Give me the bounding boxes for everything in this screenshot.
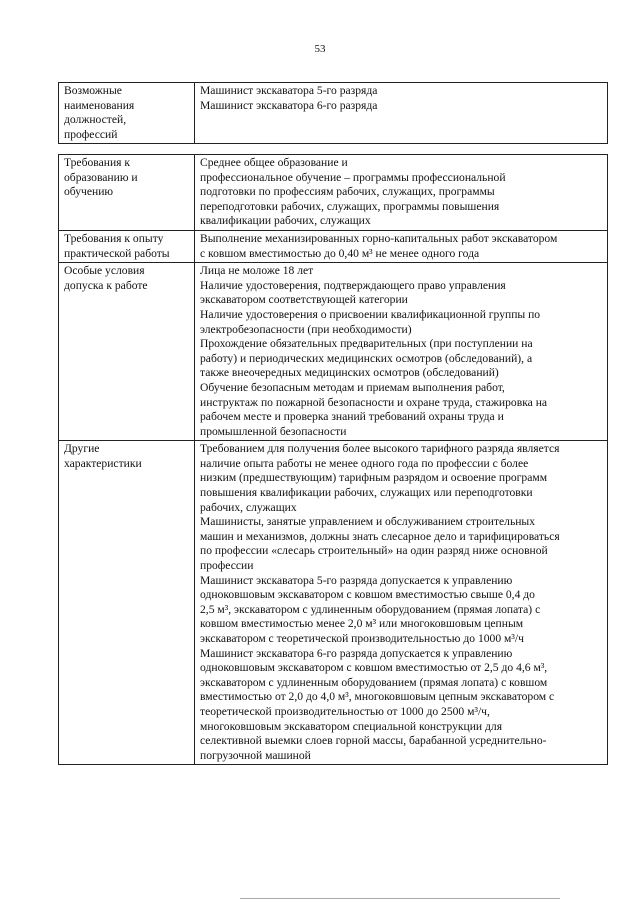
text-line: практической работы xyxy=(64,246,170,260)
row-label-cell xyxy=(59,263,195,441)
text-line: повышения квалификации рабочих, служащих или переподготовки xyxy=(200,486,533,500)
text-line: Прохождение обязательных предварительных (при поступлении на xyxy=(200,337,533,351)
table-row xyxy=(59,155,608,231)
text-line: одноковшовым экскаватором с ковшом вместимостью от 2,5 до 4,6 м³, xyxy=(200,661,548,675)
text-line: Машинисты, занятые управлением и обслуживанием строительных xyxy=(200,515,536,529)
text-line: низким (предшествующим) тарифным разрядом и освоение программ xyxy=(200,471,548,485)
text-line: Другие xyxy=(64,442,100,456)
text-line: наименования xyxy=(64,98,135,112)
text-line: Наличие удостоверения, подтверждающего право управления xyxy=(200,278,506,292)
text-line: подготовки по профессиям рабочих, служащих, программы xyxy=(200,185,495,199)
text-line: экскаватором с теоретической производительностью до 1000 м³/ч xyxy=(200,632,524,645)
text-line: Требования к xyxy=(64,156,131,169)
text-line: Машинист экскаватора 5-го разряда xyxy=(200,84,378,97)
text-line: экскаватором с удлиненным оборудованием (прямая лопата) с ковшом xyxy=(200,675,548,689)
text-line: Обучение безопасным методам и приемам выполнения работ, xyxy=(200,380,505,394)
text-line: экскаватором соответствующей категории xyxy=(200,293,408,307)
text-line: Требования к опыту xyxy=(64,231,164,245)
text-line: селективной выемки слоев горной массы, барабанной усреднительно- xyxy=(200,734,547,748)
text-line: многоковшовым экскаватором специальной конструкции для xyxy=(200,719,503,733)
row-value-cell xyxy=(195,83,608,144)
text-line: теоретической производительностью от 1000 до 2500 м³/ч, xyxy=(200,704,490,718)
text-line: вместимостью от 2,0 до 4,0 м³, многоковшовым цепным экскаватором с xyxy=(200,690,555,704)
positions-table xyxy=(58,82,608,144)
text-line: рабочем месте и проверка знаний требований охраны труда и xyxy=(200,410,504,424)
text-line: Возможные xyxy=(64,84,122,97)
text-line: должностей, xyxy=(64,113,127,127)
text-line: одноковшовым экскаватором с ковшом вместимостью свыше 0,4 до xyxy=(200,588,535,602)
text-line: Машинист экскаватора 6-го разряда допускается к управлению xyxy=(200,646,513,660)
text-line: наличие опыта работы не менее одного года по профессии с более xyxy=(200,456,529,470)
text-line: Наличие удостоверения о присвоении квалификационной группы по xyxy=(200,307,541,321)
text-line: Особые условия xyxy=(64,264,145,278)
table-row xyxy=(59,230,608,262)
bottom-scan-line xyxy=(240,898,560,899)
text-line: квалификации рабочих, служащих xyxy=(200,214,371,228)
text-line: профессий xyxy=(64,127,118,141)
text-line: по профессии «слесарь строительный» на один разряд ниже основной xyxy=(200,544,548,558)
page-number: 53 xyxy=(314,43,326,55)
table-row xyxy=(59,441,608,765)
text-line: Выполнение механизированных горно-капитальных работ экскаватором xyxy=(200,231,558,245)
table-row xyxy=(59,263,608,441)
text-line: Машинист экскаватора 5-го разряда допускается к управлению xyxy=(200,573,513,587)
text-line: рабочих, служащих xyxy=(200,500,297,514)
text-line: промышленной безопасности xyxy=(200,424,347,438)
text-line: характеристики xyxy=(64,456,142,470)
requirements-table xyxy=(58,154,608,765)
text-line: инструктаж по пожарной безопасности и охране труда, стажировка на xyxy=(200,395,548,409)
text-line: Лица не моложе 18 лет xyxy=(200,264,314,278)
text-line: допуска к работе xyxy=(64,278,148,292)
text-line: переподготовки рабочих, служащих, программы повышения xyxy=(200,199,500,213)
text-line: ковшом вместимостью менее 2,0 м³ или многоковшовым цепным xyxy=(200,617,524,631)
row-label-cell xyxy=(59,155,195,231)
text-line: профессии xyxy=(200,559,254,573)
text-line: профессиональное обучение – программы профессиональной xyxy=(200,170,506,184)
text-line: с ковшом вместимостью до 0,40 м³ не менее одного года xyxy=(200,246,480,260)
text-line: работу) и периодических медицинских осмотров (обследований), а xyxy=(200,351,533,365)
row-value-cell xyxy=(195,441,608,765)
text-line: также внеочередных медицинских осмотров (обследований) xyxy=(200,366,499,380)
text-line: образованию и xyxy=(64,170,138,184)
row-value-cell xyxy=(195,155,608,231)
table-row xyxy=(59,83,608,144)
text-line: обучению xyxy=(64,185,114,199)
text-line: электробезопасности (при необходимости) xyxy=(200,322,412,336)
text-line: Среднее общее образование и xyxy=(200,156,348,169)
row-label-cell xyxy=(59,83,195,144)
text-line: Требованием для получения более высокого тарифного разряда является xyxy=(200,442,560,456)
text-line: машин и механизмов, должны знать слесарное дело и тарифицироваться xyxy=(200,529,560,543)
row-value-cell xyxy=(195,263,608,441)
row-label-cell xyxy=(59,441,195,765)
text-line: Машинист экскаватора 6-го разряда xyxy=(200,98,378,112)
row-value-cell xyxy=(195,230,608,262)
row-label-cell xyxy=(59,230,195,262)
text-line: погрузочной машиной xyxy=(200,748,311,762)
text-line: 2,5 м³, экскаватором с удлиненным оборудованием (прямая лопата) с xyxy=(200,602,541,616)
